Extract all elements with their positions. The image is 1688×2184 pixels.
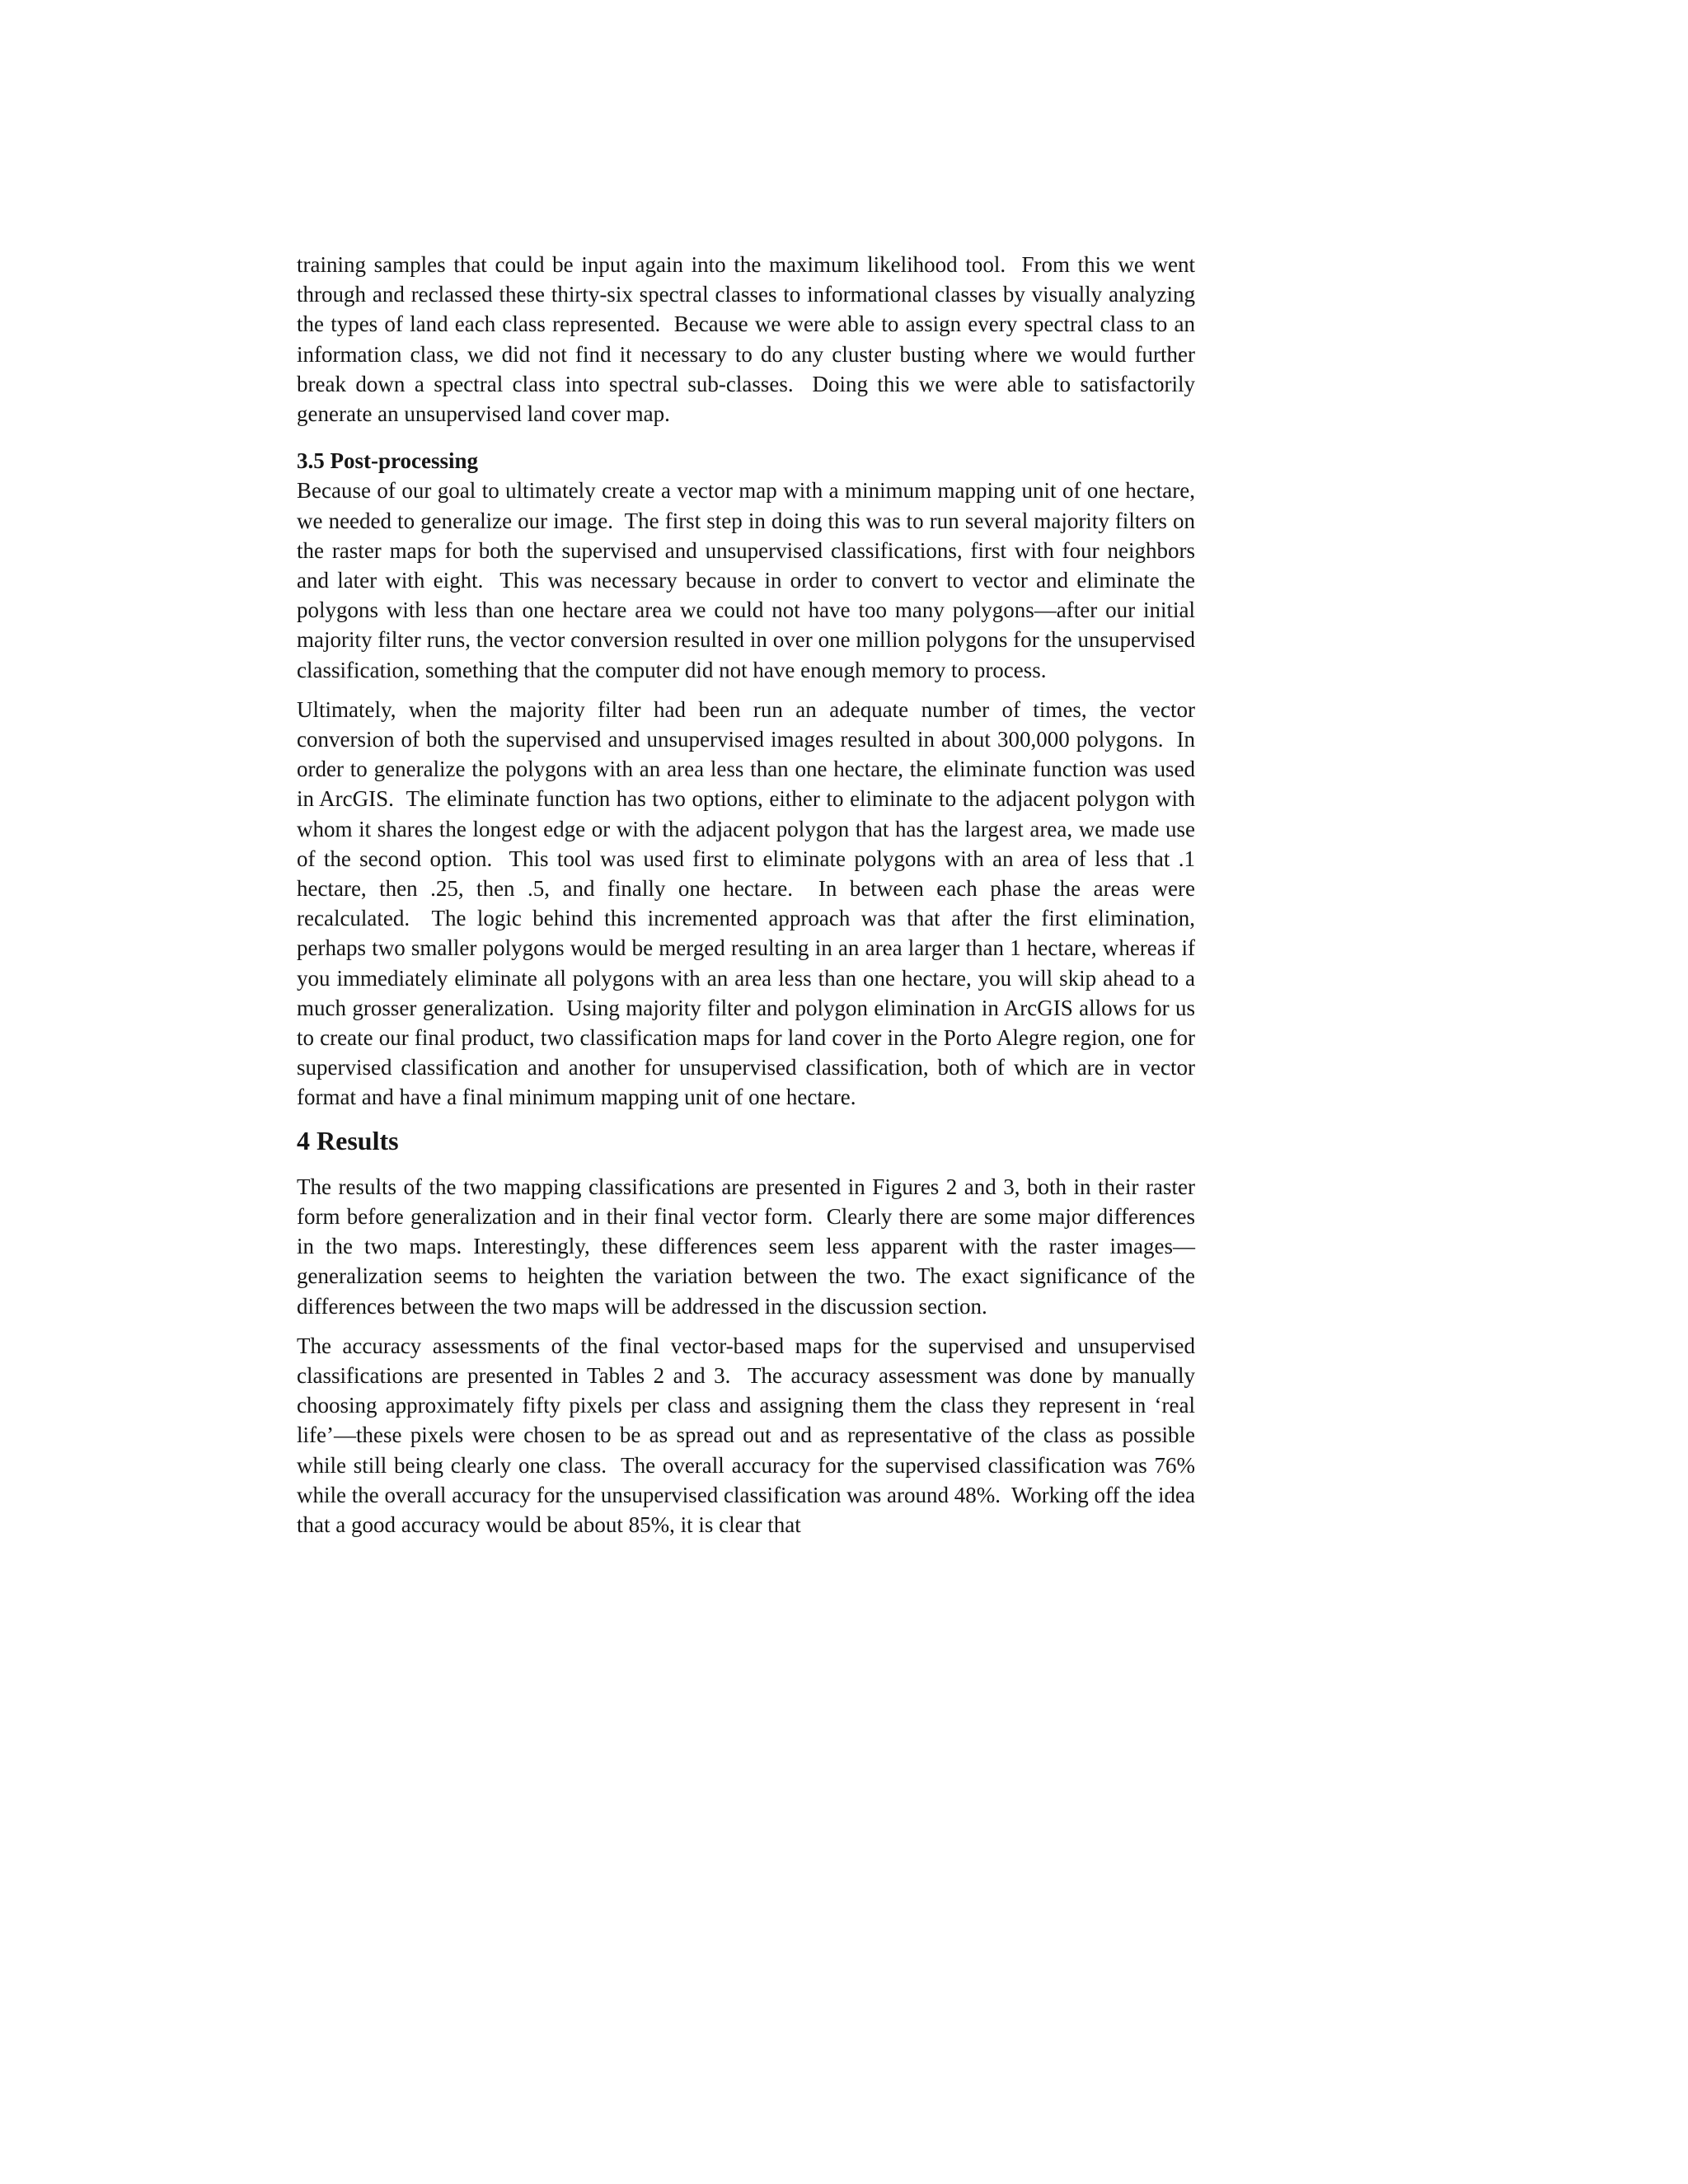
section-heading-results: 4 Results [297,1125,399,1155]
section-heading-post-processing: 3.5 Post-processing [297,448,478,474]
results-paragraph-2: The accuracy assessments of the final vector-based maps for the supervised and unsupervised classifications are presented in Tables 2 and 3. The accuracy assessment was done by manually choosing approximately fifty pixels per class and assigning them the class they represent in ‘real life’—these pixels were chosen to be as spread out and as representative of the class as possible while still being clearly one class. The overall accuracy for the supervised classification was 76% while the overall accuracy for the unsupervised classification was around 48%. Working off the idea that a good accuracy would be about 85%, it is clear that [297,1333,1195,1537]
post-processing-paragraph-1: Because of our goal to ultimately create a vector map with a minimum mapping unit of one hectare, we needed to generalize our image. The first step in doing this was to run several majority filters on the raster maps for both the supervised and unsupervised classifications, first with four neighbors and later with eight. This was necessary because in order to convert to vector and eliminate the polygons with less than one hectare area we could not have too many polygons—after our initial majority filter runs, the vector conversion resulted in over one million polygons for the unsupervised classification, something that the computer did not have enough memory to process. [297,478,1195,682]
page-body [297,250,1195,1540]
continuation-paragraph: training samples that could be input again into the maximum likelihood tool. From this we went through and reclassed these thirty-six spectral classes to informational classes by visually analyzing the types of land each class represented. Because we were able to assign every spectral class to an information class, we did not find it necessary to do any cluster busting where we would further break down a spectral class into spectral sub-classes. Doing this we were able to satisfactorily generate an unsupervised land cover map. [297,252,1195,427]
post-processing-paragraph-2: Ultimately, when the majority filter had been run an adequate number of times, the vector conversion of both the supervised and unsupervised images resulted in about 300,000 polygons. In order to generalize the polygons with an area less than one hectare, the eliminate function was used in ArcGIS. The eliminate function has two options, either to eliminate to the adjacent polygon with whom it shares the longest edge or with the adjacent polygon that has the largest area, we made use of the second option. This tool was used first to eliminate polygons with an area of less that .1 hectare, then .25, then .5, and finally one hectare. In between each phase the areas were recalculated. The logic behind this incremented approach was that after the first elimination, perhaps two smaller polygons would be merged resulting in an area larger than 1 hectare, whereas if you immediately eliminate all polygons with an area less than one hectare, you will skip ahead to a much grosser generalization. Using majority filter and polygon elimination in ArcGIS allows for us to create our final product, two classification maps for land cover in the Porto Alegre region, one for supervised classification and another for unsupervised classification, both of which are in vector format and have a final minimum mapping unit of one hectare. [297,696,1195,1110]
results-paragraph-1: The results of the two mapping classifications are presented in Figures 2 and 3, both in their raster form before generalization and in their final vector form. Clearly there are some major differences in the two maps. Interestingly, these differences seem less apparent with the raster images—generalization seems to heighten the variation between the two. The exact significance of the differences between the two maps will be addressed in the discussion section. [297,1174,1195,1319]
